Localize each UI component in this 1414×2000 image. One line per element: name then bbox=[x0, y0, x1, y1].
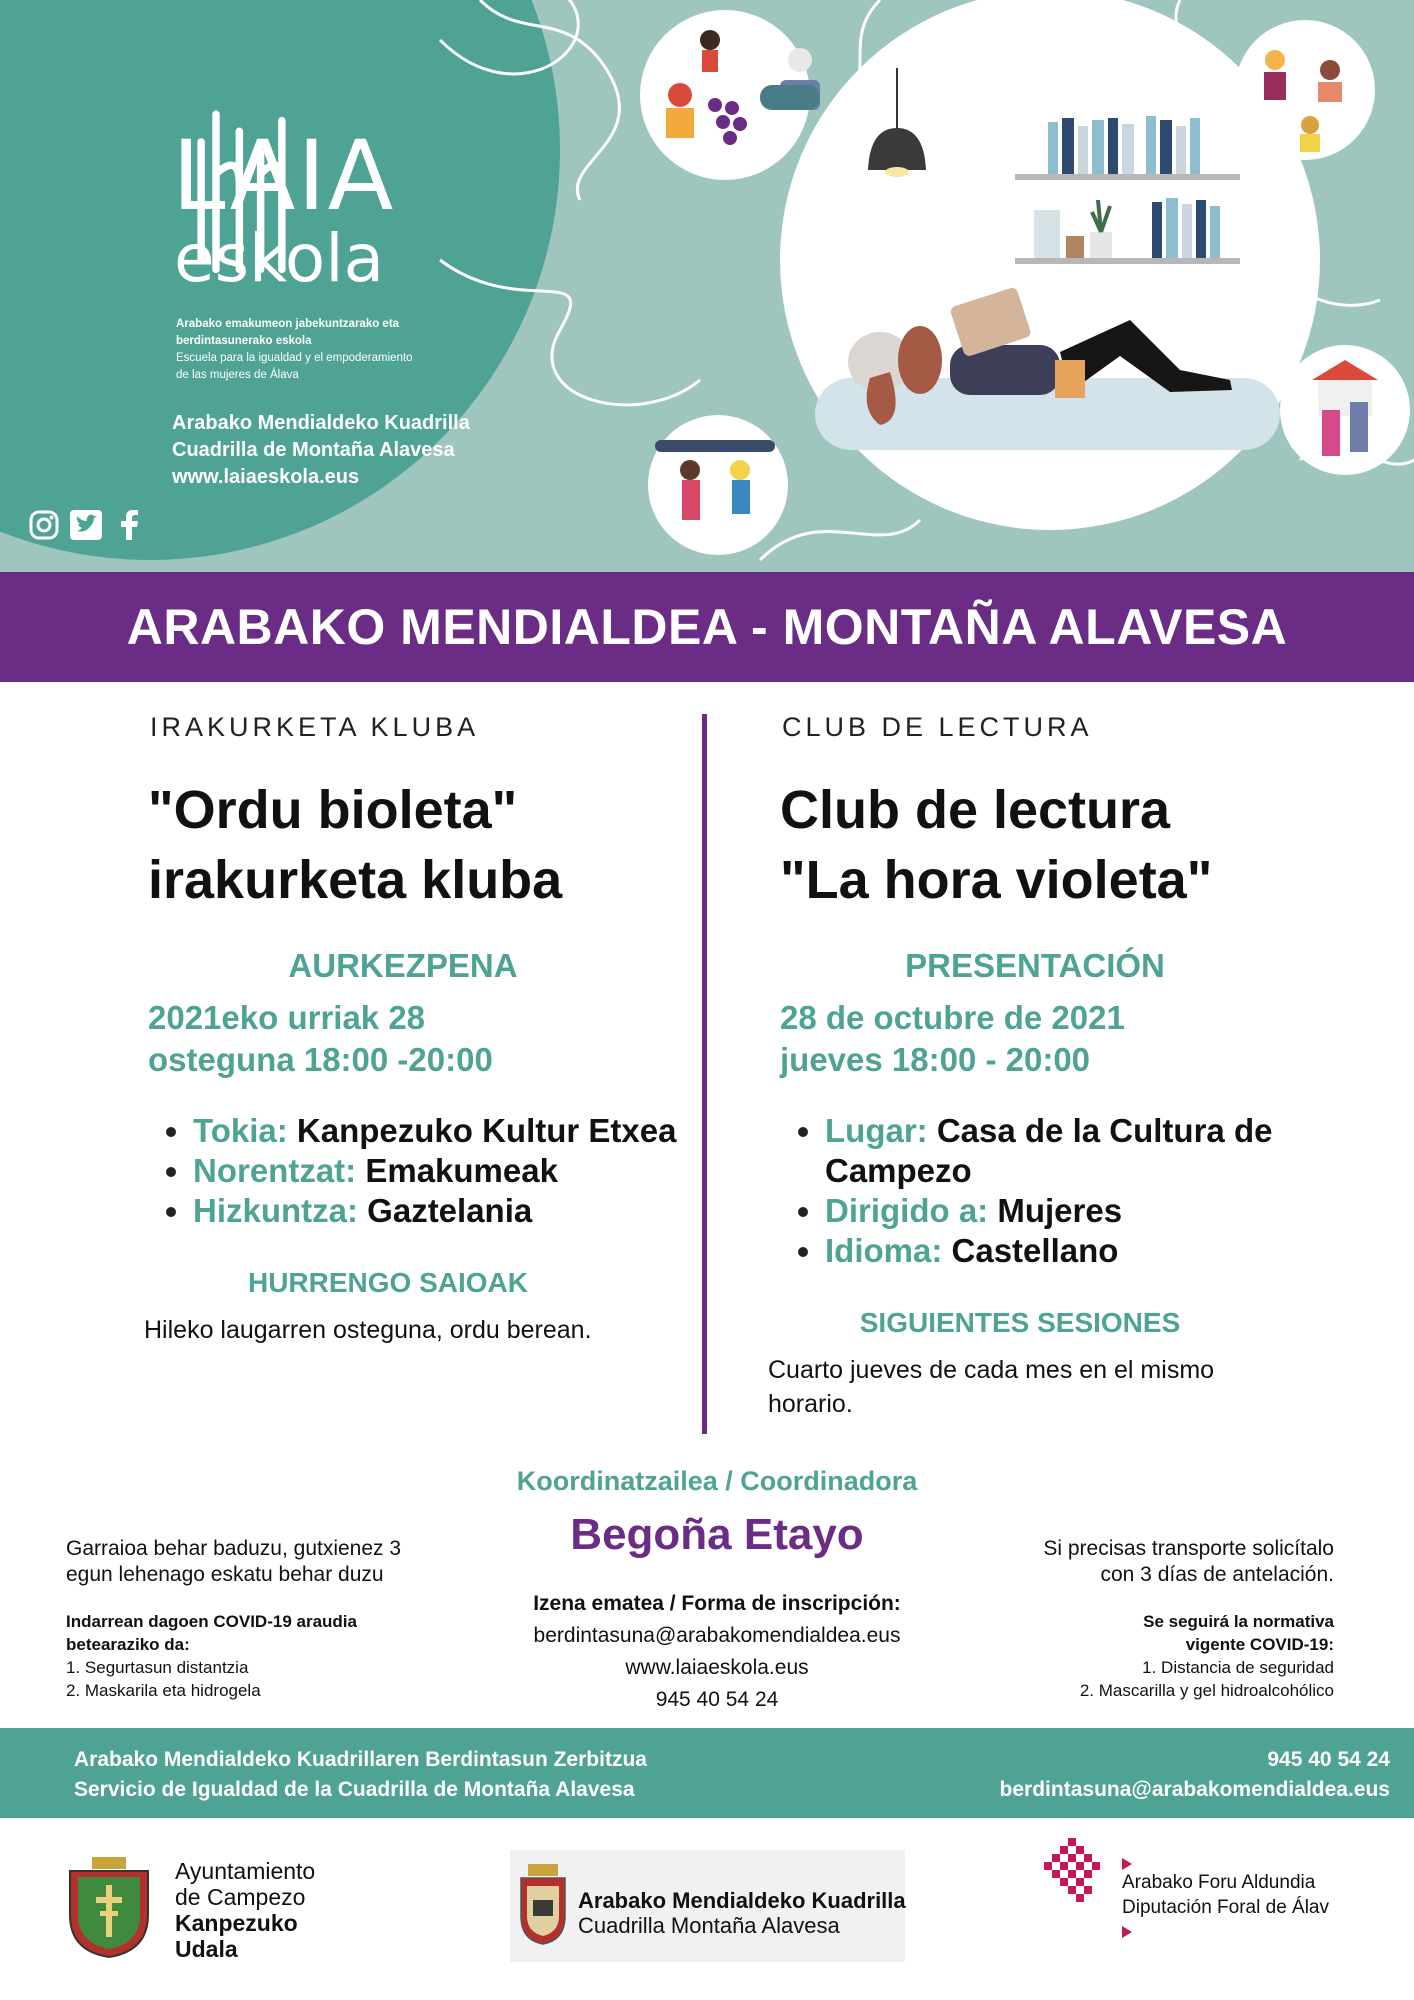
footer-contact bbox=[1000, 1745, 1390, 1805]
title-banner bbox=[0, 572, 1414, 682]
coordinator-name: Begoña Etayo bbox=[570, 1510, 864, 1559]
diputacion-logo-text bbox=[1122, 1870, 1329, 1920]
right-section-title: PRESENTACIÓN bbox=[905, 947, 1165, 984]
left-next-text: Hileko laugarren osteguna, ordu berean. bbox=[144, 1316, 592, 1344]
inscription-label: Izena ematea / Forma de inscripción: bbox=[533, 1592, 901, 1615]
info-value: Gaztelania bbox=[367, 1192, 533, 1229]
campezo-logo-text bbox=[175, 1858, 315, 1962]
facebook-icon[interactable] bbox=[113, 510, 145, 542]
list-item bbox=[193, 1191, 708, 1231]
header-kuadrilla bbox=[172, 410, 470, 464]
covid-title: vigente COVID-19: bbox=[1185, 1635, 1334, 1654]
footer-service-es: Servicio de Igualdad de la Cuadrilla de Montaña Alavesa bbox=[74, 1778, 635, 1801]
footer-service bbox=[74, 1745, 647, 1805]
right-title-line: "La hora violeta" bbox=[780, 850, 1213, 910]
left-date bbox=[148, 997, 708, 1081]
right-date-line: 28 de octubre de 2021 bbox=[780, 999, 1125, 1036]
transport-line: con 3 días de antelación. bbox=[1100, 1563, 1334, 1586]
info-label: Dirigido a: bbox=[825, 1192, 989, 1229]
header-website-link[interactable]: www.laiaeskola.eus bbox=[172, 466, 360, 488]
list-item bbox=[825, 1191, 1340, 1231]
left-title-line: irakurketa kluba bbox=[148, 850, 563, 910]
campezo-coat-of-arms-icon bbox=[62, 1855, 156, 1959]
banner-title: ARABAKO MENDIALDEA - MONTAÑA ALAVESA bbox=[126, 599, 1288, 655]
left-title bbox=[148, 775, 708, 915]
right-info-list bbox=[780, 1111, 1340, 1271]
transport-line: Garraioa behar baduzu, gutxienez 3 bbox=[66, 1537, 402, 1560]
left-column-basque bbox=[144, 712, 708, 1347]
info-label: Lugar: bbox=[825, 1112, 928, 1149]
logo-tagline bbox=[176, 316, 476, 384]
list-item bbox=[193, 1111, 708, 1151]
logo-eskola-text: eskola bbox=[174, 220, 385, 297]
inscription-web-link[interactable]: www.laiaeskola.eus bbox=[625, 1656, 809, 1679]
info-label: Tokia: bbox=[193, 1112, 288, 1149]
tagline-line: de las mujeres de Álava bbox=[176, 369, 299, 381]
campezo-line: Ayuntamiento bbox=[175, 1858, 316, 1884]
transport-note-es bbox=[914, 1536, 1334, 1588]
covid-title: betearaziko da: bbox=[66, 1635, 190, 1654]
transport-line: Si precisas transporte solicítalo bbox=[1043, 1537, 1334, 1560]
transport-line: egun lehenago eskatu behar duzu bbox=[66, 1563, 384, 1586]
kuadrilla-name-eu: Arabako Mendialdeko Kuadrilla bbox=[172, 412, 470, 434]
info-value: Casa de la Cultura de Campezo bbox=[825, 1112, 1273, 1189]
right-title-line: Club de lectura bbox=[780, 780, 1171, 840]
covid-title: Indarrean dagoen COVID-19 araudia bbox=[66, 1612, 357, 1631]
info-value: Kanpezuko Kultur Etxea bbox=[296, 1112, 677, 1149]
social-links bbox=[28, 510, 151, 542]
kuadrilla-logo-es: Cuadrilla Montaña Alavesa bbox=[578, 1913, 840, 1938]
list-item bbox=[825, 1111, 1340, 1191]
covid-note-eu bbox=[66, 1610, 466, 1702]
right-column-spanish bbox=[768, 712, 1340, 1421]
left-next-title: HURRENGO SAIOAK bbox=[247, 1267, 528, 1298]
header-illustration bbox=[0, 0, 1414, 572]
left-date-line: 2021eko urriak 28 bbox=[148, 999, 426, 1036]
footer-phone: 945 40 54 24 bbox=[1267, 1748, 1390, 1771]
left-kicker: IRAKURKETA KLUBA bbox=[150, 712, 480, 742]
info-label: Norentzat: bbox=[193, 1152, 357, 1189]
diputacion-line-eu: Arabako Foru Aldundia bbox=[1122, 1872, 1316, 1893]
right-next-title: SIGUIENTES SESIONES bbox=[859, 1307, 1181, 1338]
kuadrilla-name-es: Cuadrilla de Montaña Alavesa bbox=[172, 439, 455, 461]
instagram-icon[interactable] bbox=[28, 510, 60, 542]
list-item bbox=[825, 1231, 1340, 1271]
left-info-list bbox=[148, 1111, 708, 1231]
covid-note-es bbox=[914, 1610, 1334, 1702]
list-item bbox=[193, 1151, 708, 1191]
twitter-icon[interactable] bbox=[70, 510, 102, 542]
footer-email-link[interactable]: berdintasuna@arabakomendialdea.eus bbox=[999, 1778, 1390, 1801]
covid-item: 1. Distancia de seguridad bbox=[1142, 1658, 1334, 1677]
right-date bbox=[780, 997, 1340, 1081]
right-time-line: jueves 18:00 - 20:00 bbox=[780, 1041, 1091, 1078]
left-time-line: osteguna 18:00 -20:00 bbox=[148, 1041, 493, 1078]
right-next-text: Cuarto jueves de cada mes en el mismo horario. bbox=[768, 1356, 1215, 1418]
diputacion-logo-mark-icon bbox=[1042, 1838, 1106, 1910]
kuadrilla-logo-eu: Arabako Mendialdeko Kuadrilla bbox=[578, 1888, 906, 1913]
footer-service-eu: Arabako Mendialdeko Kuadrillaren Berdintasun Zerbitzua bbox=[74, 1748, 647, 1771]
tagline-line: Escuela para la igualdad y el empoderamiento bbox=[176, 352, 413, 364]
inscription-phone: 945 40 54 24 bbox=[655, 1688, 779, 1711]
info-label: Hizkuntza: bbox=[193, 1192, 358, 1229]
left-title-line: "Ordu bioleta" bbox=[148, 780, 518, 840]
campezo-line: Kanpezuko bbox=[175, 1910, 298, 1936]
logo-laia-text: LAIA bbox=[172, 120, 396, 232]
kuadrilla-shield-icon bbox=[518, 1864, 568, 1946]
tagline-line: berdintasunerako eskola bbox=[176, 335, 312, 347]
covid-item: 2. Maskarila eta hidrogela bbox=[66, 1681, 261, 1700]
covid-item: 1. Segurtasun distantzia bbox=[66, 1658, 249, 1677]
tagline-line: Arabako emakumeon jabekuntzarako eta bbox=[176, 318, 400, 330]
info-value: Castellano bbox=[951, 1232, 1119, 1269]
covid-item: 2. Mascarilla y gel hidroalcohólico bbox=[1079, 1681, 1334, 1700]
column-divider bbox=[702, 714, 707, 1434]
covid-title: Se seguirá la normativa bbox=[1143, 1612, 1334, 1631]
info-value: Emakumeak bbox=[365, 1152, 558, 1189]
kuadrilla-logo-text bbox=[578, 1888, 906, 1938]
inscription-email-link[interactable]: berdintasuna@arabakomendialdea.eus bbox=[533, 1624, 901, 1647]
left-section-title: AURKEZPENA bbox=[288, 947, 518, 984]
right-title bbox=[780, 775, 1340, 915]
coordinator-label: Koordinatzailea / Coordinadora bbox=[516, 1466, 918, 1496]
campezo-line: de Campezo bbox=[175, 1884, 306, 1910]
info-value: Mujeres bbox=[997, 1192, 1123, 1229]
transport-note-eu bbox=[66, 1536, 466, 1588]
right-kicker: CLUB DE LECTURA bbox=[782, 712, 1093, 742]
info-label: Idioma: bbox=[825, 1232, 943, 1269]
diputacion-line-es: Diputación Foral de Álav bbox=[1122, 1897, 1329, 1918]
campezo-line: Udala bbox=[175, 1936, 238, 1962]
